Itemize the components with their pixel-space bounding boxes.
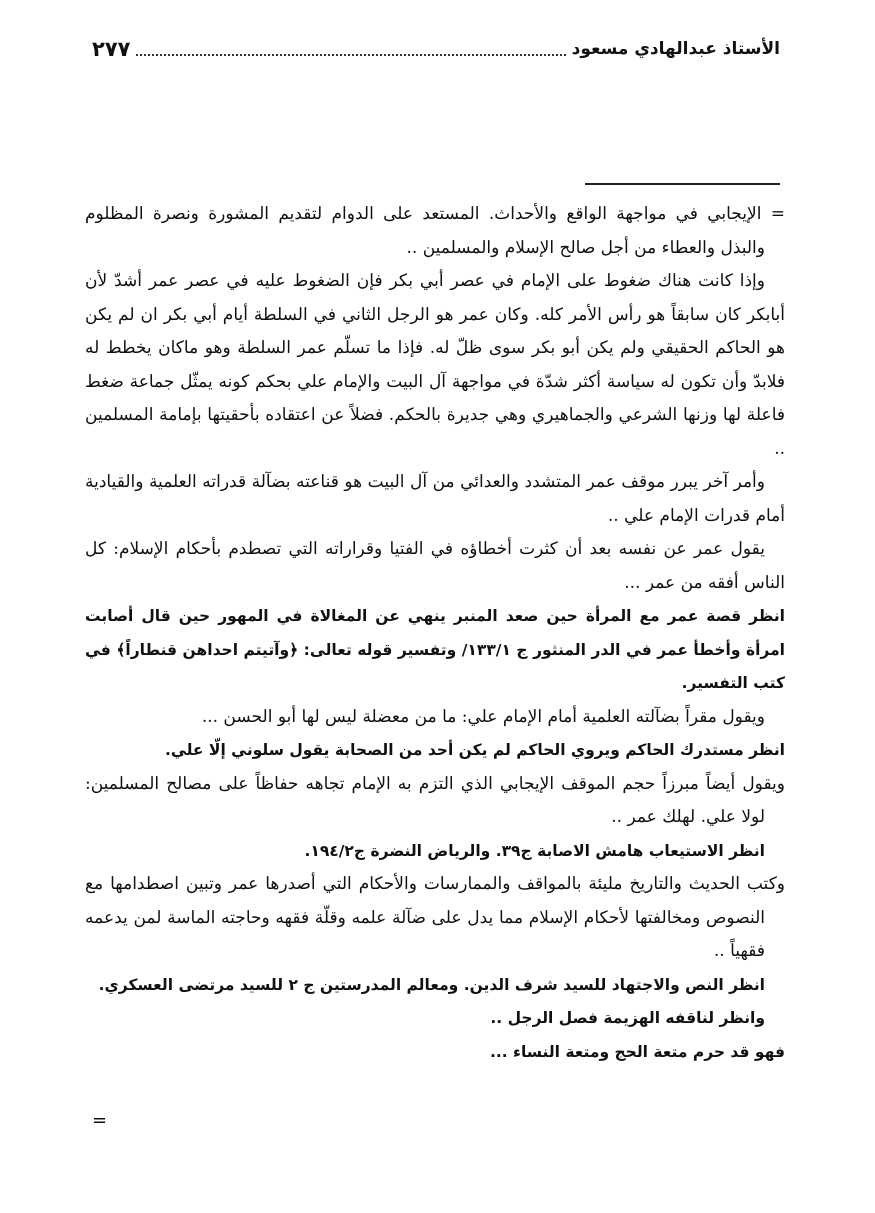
citation-note: انظر قصة عمر مع المرأة حين صعد المنبر ينهي عن المغالاة في المهور حين قال أصابت امرأة وأخطأ عمر في الدر المنثور ج ١٣٣/١/ وتفسير قوله تعالى: ﴿وآتيتم احداهن قنطاراً﴾ في كتب التفسير. [85, 607, 785, 692]
paragraph: ويقول أيضاً مبرزاً حجم الموقف الإيجابي الذي التزم به الإمام تجاهه حفاظاً على مصالح المسلمين: لولا علي. لهلك عمر .. [85, 773, 785, 827]
running-head [92, 30, 780, 64]
continuation-mark: = [92, 1110, 108, 1131]
citation-note: انظر الاستيعاب هامش الاصابة ج٣٩. والرياض النضرة ج١٩٤/٢. [304, 841, 765, 860]
dotted-leader [136, 54, 565, 56]
paragraph: ويقول مقراً بضآلته العلمية أمام الإمام علي: ما من معضلة ليس لها أبو الحسن ... [201, 706, 765, 727]
paragraph: وكتب الحديث والتاريخ مليئة بالمواقف والممارسات والأحكام التي أصدرها عمر وتبين اصطدامها مع النصوص ومخالفتها لأحكام الإسلام مما يدل على ضآلة علمه وقلّة فقهه وحاجته الماسة لمن يدعمه فقهياً .. [85, 874, 785, 961]
footnote-separator [585, 183, 780, 185]
paragraph: = الإيجابي في مواجهة الواقع والأحداث. المستعد على الدوام لتقديم المشورة ونصرة المظلوم والبذل والعطاء من أجل صالح الإسلام والمسلمين .. [85, 204, 785, 258]
citation-note: انظر مستدرك الحاكم ويروي الحاكم لم يكن أحد من الصحابة يقول سلوني إلّا علي. [165, 741, 785, 759]
footnote-text-block [85, 198, 785, 1069]
page-number: ٢٧٧ [92, 37, 131, 61]
paragraph: وإذا كانت هناك ضغوط على الإمام في عصر أبي بكر فإن الضغوط عليه في عصر عمر أشدّ لأن أبابكر كان سابقاً هو رأس الأمر كله. وكان عمر هو الرجل الثاني في السلطة أيام أبي بكر ان لم يكن هو الحاكم الحقيقي ولم يكن أبو بكر سوى ظلّ له. فإذا ما تسلّم عمر السلطة وهو ماكان يخطط له فلابدّ وأن تكون له سياسة أكثر شدّة في مواجهة آل البيت والإمام علي بحكم كونه يمثّل جماعة ضغط فاعلة لها وزنها الشرعي والجماهيري وهي جديرة بالحكم. فضلاً عن اعتقاده بأحقيتها بإمامة المسلمين .. [85, 271, 785, 459]
running-title: الأستاذ عبدالهادي مسعود [571, 39, 780, 59]
citation-note: وانظر لناقفه الهزيمة فصل الرجل .. [490, 1009, 765, 1027]
paragraph: وأمر آخر يبرر موقف عمر المتشدد والعدائي من آل البيت هو قناعته بضآلة قدراته العلمية والقيادية أمام قدرات الإمام علي .. [85, 472, 785, 526]
citation-note: انظر النص والاجتهاد للسيد شرف الدين. ومعالم المدرستين ج ٢ للسيد مرتضى العسكري. [98, 975, 765, 994]
paragraph: يقول عمر عن نفسه بعد أن كثرت أخطاؤه في الفتيا وقراراته التي تصطدم بأحكام الإسلام: كل الناس أفقه من عمر ... [85, 539, 785, 593]
citation-note: فهو قد حرم متعة الحج ومتعة النساء ... [489, 1042, 785, 1061]
